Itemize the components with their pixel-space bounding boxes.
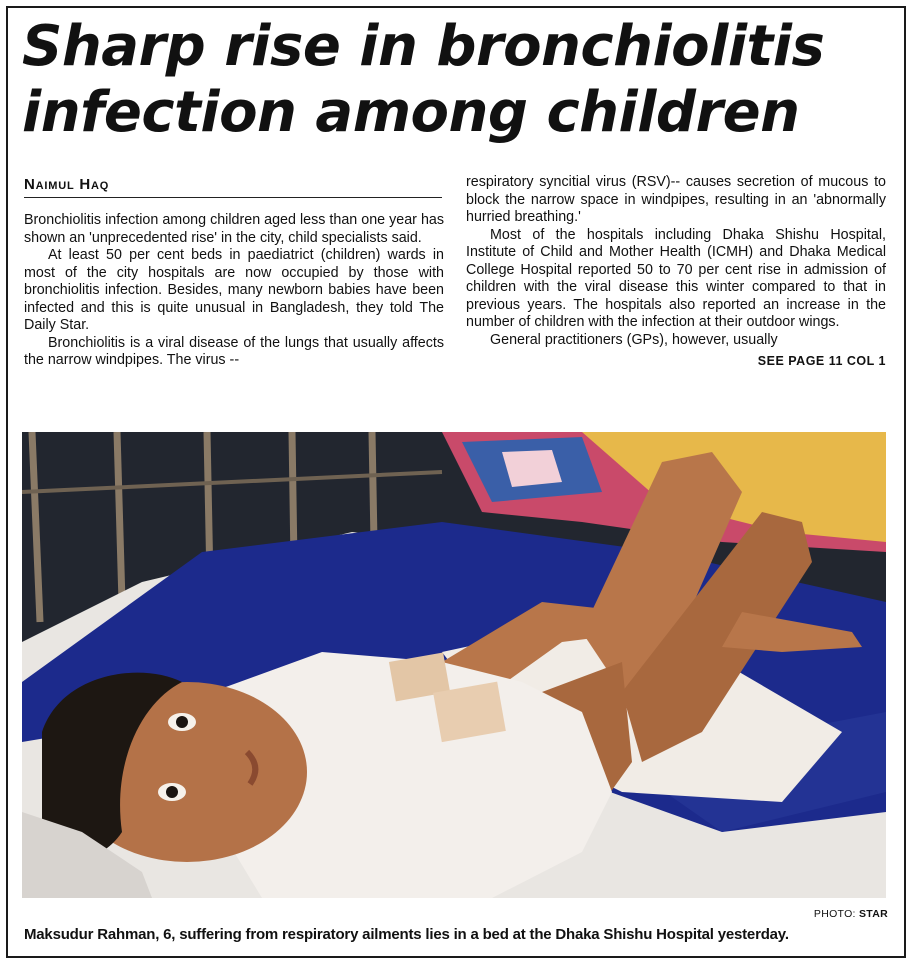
photo-caption: Maksudur Rahman, 6, suffering from respiratory ailments lies in a bed at the Dhaka Shishu Hospital yesterday. (24, 926, 789, 943)
headline-line-1: Sharp rise in bronchiolitis (22, 14, 825, 79)
headline-line-2: infection among children (22, 80, 800, 145)
paragraph: Bronchiolitis is a viral disease of the lungs that usually affects the narrow windpipes. The virus -- (24, 334, 444, 368)
paragraph: respiratory syncitial virus (RSV)-- causes secretion of mucous to block the narrow space in windpipes, resulting in an 'abnormally hurried breathing.' (466, 174, 886, 225)
article-column-2 (466, 174, 886, 371)
news-photo (22, 432, 886, 898)
photo-credit-name: STAR (858, 908, 888, 920)
paragraph: General practitioners (GPs), however, usually (490, 331, 778, 348)
paragraph: At least 50 per cent beds in paediatrict (children) wards in most of the city hospitals are now occupied by those with bronchiolitis infection. Besides, many newborn babies have been infected and this is quite unusual in Bangladesh, they told The Daily Star. (24, 247, 444, 333)
photo-illustration (22, 432, 886, 898)
continuation-note: SEE PAGE 11 COL 1 (757, 354, 886, 368)
article-column-1 (24, 212, 444, 370)
paragraph: Bronchiolitis infection among children aged less than one year has shown an 'unprecedented rise' in the city, child specialists said. (24, 212, 444, 246)
headline (22, 14, 902, 146)
paragraph: Most of the hospitals including Dhaka Shishu Hospital, Institute of Child and Mother Health (ICMH) and Dhaka Medical College Hospital reported 50 to 70 per cent rise in admission of children with the viral disease this winter compared to that in previous years. The hospitals also reported an increase in the number of children with the infection at their outdoor wings. (466, 226, 886, 330)
photo-credit (814, 908, 888, 920)
byline: Naimul Haq (24, 176, 442, 198)
photo-credit-prefix: PHOTO: (813, 908, 859, 920)
